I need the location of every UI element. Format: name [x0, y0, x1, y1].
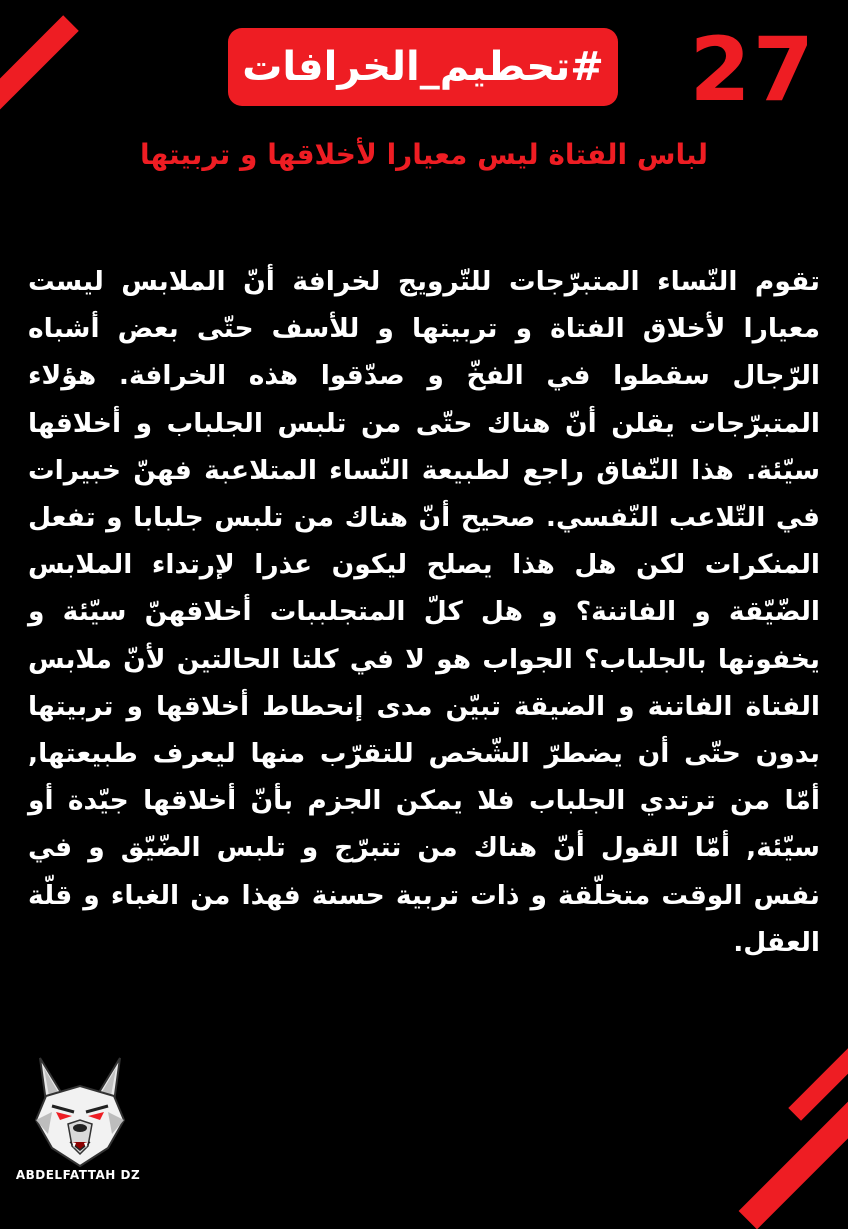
bottom-right-red-stripe-small [788, 1037, 848, 1120]
issue-number: 27 [689, 18, 816, 121]
subtitle: لباس الفتاة ليس معيارا لأخلاقها و تربيتها [140, 138, 708, 171]
hashtag-badge [228, 28, 618, 106]
top-left-red-stripe [0, 15, 79, 122]
body-paragraph: تقوم النّساء المتبرّجات للتّرويج لخرافة أنّ الملابس ليست معيارا لأخلاق الفتاة و تربيتها و للأسف حتّى بعض أشباه الرّجال سقطوا في الفخّ و صدّقوا هذه الخرافة. هؤلاء المتبرّجات يقلن أنّ هناك حتّى من تلبس الجلباب و أخلاقها سيّئة. هذا النّفاق راجع لطبيعة النّساء المتلاعبة فهنّ خبيرات في التّلاعب النّفسي. صحيح أنّ هناك من تلبس جلبابا و تفعل المنكرات لكن هل هذا يصلح ليكون عذرا لإرتداء الملابس الضّيّقة و الفاتنة؟ و هل كلّ المتجلببات أخلاقهنّ سيّئة و يخفونها بالجلباب؟ الجواب هو لا في كلتا الحالتين لأنّ ملابس الفتاة الفاتنة و الضيقة تبيّن مدى إنحطاط أخلاقها و تربيتها بدون حتّى أن يضطرّ الشّخص للتقرّب منها ليعرف طبيعتها, أمّا من ترتدي الجلباب فلا يمكن الجزم بأنّ أخلاقها جيّدة أو سيّئة, أمّا القول أنّ هناك من تتبرّج و تلبس الضّيّق و في نفس الوقت متخلّقة و ذات تربية حسنة فهذا من الغباء و قلّة العقل. [28, 266, 820, 958]
bottom-right-red-stripe [739, 1077, 848, 1229]
logo-label: ABDELFATTAH DZ [15, 1168, 141, 1182]
hashtag-text: #تحطيم_الخرافات [242, 44, 604, 90]
